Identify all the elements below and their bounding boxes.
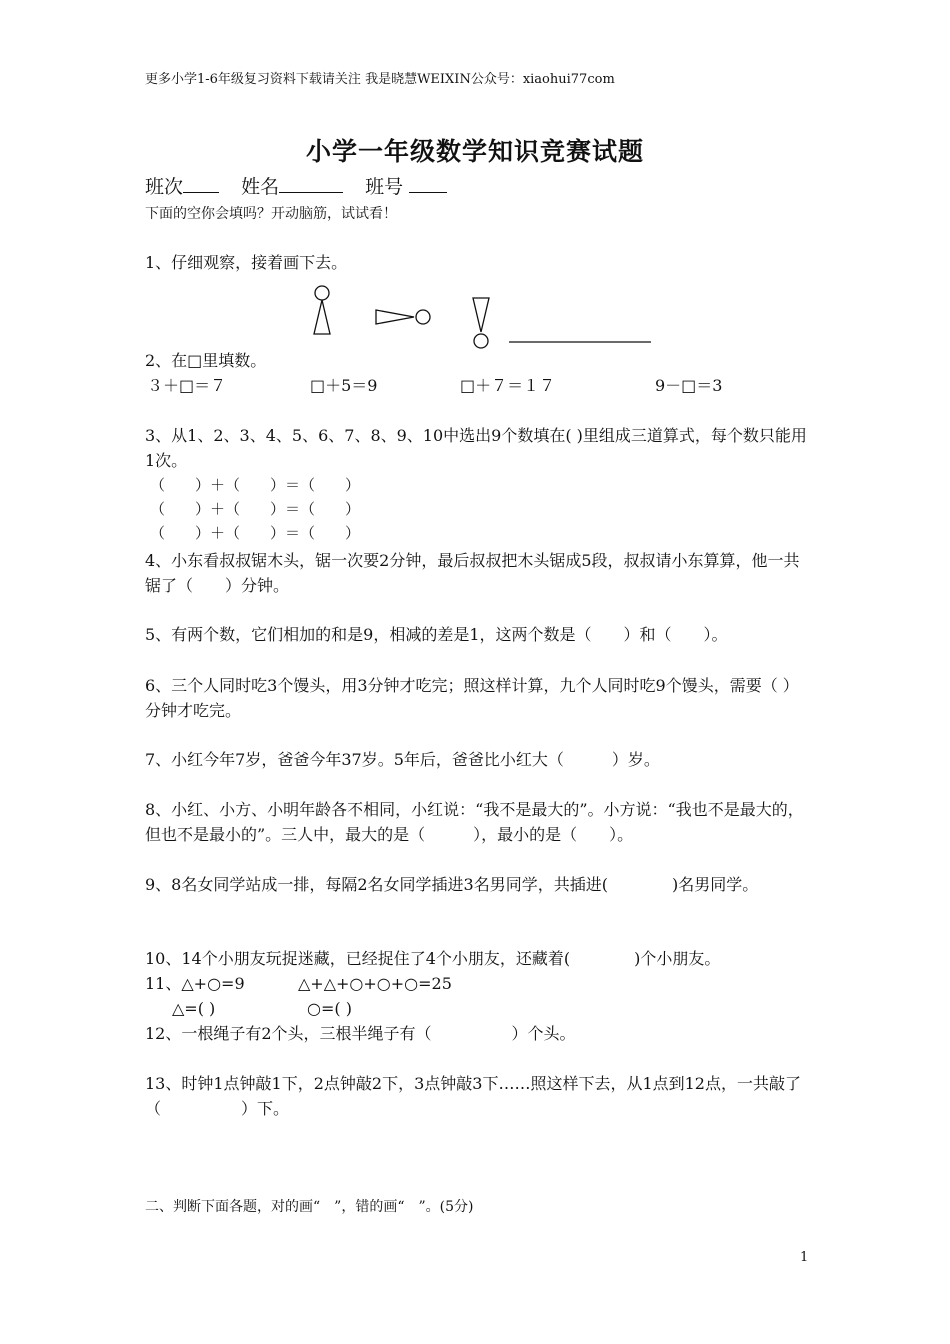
pattern-triangle-2 [376,310,414,324]
intro-text: 下面的空你会填吗？开动脑筋，试试看！ [145,206,397,222]
q3-row-3: （ ）＋（ ）＝（ ） [150,524,361,542]
class-label: 班次 [145,176,184,198]
pattern-circle-1 [315,286,329,300]
q2-equation-2: □＋5＝9 [310,376,378,395]
q2-equation-3: □＋７＝１７ [460,376,556,395]
class-blank [183,174,219,193]
question-6: 6、三个人同时吃3个馒头，用3分钟才吃完；照这样计算，九个人同时吃9个馒头，需要（ ）分钟才吃完。 [145,676,799,720]
question-5: 5、有两个数，它们相加的和是9，相减的差是1，这两个数是（ ）和（ ）。 [145,625,728,644]
q11-answer-2: ○=( ) [307,999,352,1018]
question-4: 4、小东看叔叔锯木头，锯一次要2分钟，最后叔叔把木头锯成5段，叔叔请小东算算，他一共锯了（ ）分钟。 [145,551,800,595]
question-13: 13、时钟1点钟敲1下，2点钟敲2下，3点钟敲3下……照这样下去，从1点到12点，一共敲了（ ）下。 [145,1074,801,1118]
question-2: 2、在□里填数。 [145,351,267,370]
name-blank [279,174,343,193]
pattern-circle-3 [474,334,488,348]
pattern-circle-2 [416,310,430,324]
question-11: 11、△+○=9 [145,974,245,993]
question-12: 12、一根绳子有2个头，三根半绳子有（ ）个头。 [145,1024,576,1043]
question-8: 8、小红、小方、小明年龄各不相同，小红说：“我不是最大的”。小方说：“我也不是最大的，但也不是最小的”。三人中，最大的是（ ），最小的是（ ）。 [145,800,804,844]
name-label: 姓名 [241,176,280,198]
q11-answer-1: △=( ) [172,999,216,1018]
question-10: 10、14个小朋友玩捉迷藏，已经捉住了4个小朋友，还藏着( )个小朋友。 [145,949,721,968]
question-7: 7、小红今年7岁，爸爸今年37岁。5年后，爸爸比小红大（ ）岁。 [145,750,660,769]
number-blank [409,174,447,193]
page-number: 1 [800,1250,809,1265]
number-label: 班号 [365,176,404,198]
pattern-triangle-1 [314,300,330,334]
section-2-heading: 二、判断下面各题，对的画“ ”，错的画“ ”。(5分) [145,1199,474,1215]
pattern-figures [300,282,660,352]
question-3: 3、从1、2、3、4、5、6、7、8、9、10中选出9个数填在( )里组成三道算式，每个数只能用1次。 [145,426,807,470]
page-title: 小学一年级数学知识竞赛试题 [305,137,644,166]
student-info-line [145,172,463,199]
header-note: 更多小学1-6年级复习资料下载请关注 我是晓慧WEIXIN公众号：xiaohui77com [145,72,615,87]
question-9: 9、8名女同学站成一排，每隔2名女同学插进3名男同学，共插进( )名男同学。 [145,875,759,894]
q2-equation-1: ３＋□＝７ [147,376,227,395]
q3-row-2: （ ）＋（ ）＝（ ） [150,500,361,518]
question-1: 1、仔细观察，接着画下去。 [145,253,348,272]
q11-equation-2: △+△+○+○+○=25 [298,974,452,993]
q3-row-1: （ ）＋（ ）＝（ ） [150,476,361,494]
pattern-triangle-3 [473,298,489,332]
q2-equation-4: 9－□＝3 [655,376,723,395]
